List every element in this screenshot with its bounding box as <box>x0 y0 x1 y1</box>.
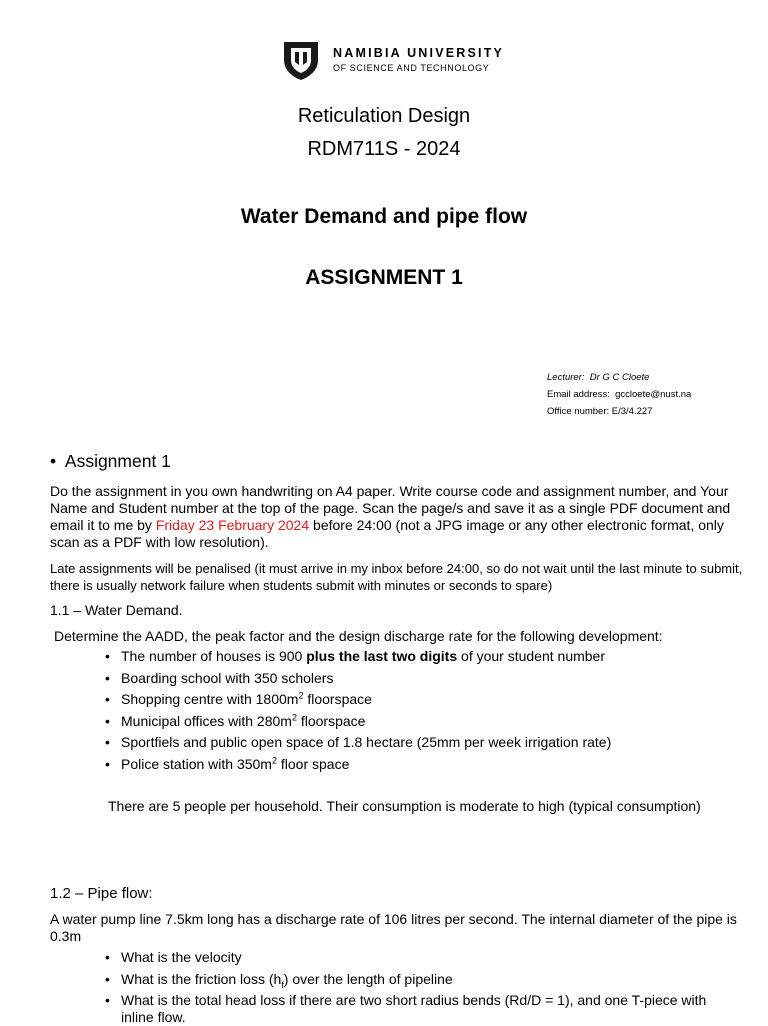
list-item: • What is the velocity <box>103 947 723 969</box>
logo-subtitle: OF SCIENCE AND TECHNOLOGY <box>333 62 490 73</box>
list-item <box>103 969 723 991</box>
lecturer-info <box>547 369 691 420</box>
list-item: • What is the total head loss if there are two short radius bends (Rd/D = 1), and one T-piece with inline flow. <box>103 992 723 1026</box>
q1-intro: Determine the AADD, the peak factor and the design discharge rate for the following development: <box>54 628 663 644</box>
q1-title: 1.1 – Water Demand. <box>50 602 183 618</box>
course-code: RDM711S - 2024 <box>307 138 461 160</box>
lecturer-name: Dr G C Cloete <box>589 372 650 383</box>
list-item-text: floorspace <box>296 712 366 729</box>
email-label: Email address: <box>547 389 610 400</box>
list-item-text: of your student number <box>457 648 606 664</box>
university-logo <box>281 38 504 82</box>
list-item-text: Police station with 350m <box>121 755 272 772</box>
list-item <box>103 754 611 776</box>
section-heading: • Assignment 1 <box>50 451 171 471</box>
q2-bullet-list <box>103 947 723 1026</box>
office-line <box>547 403 691 420</box>
logo-university-name: NAMIBIA UNIVERSITY <box>333 46 505 61</box>
lecturer-label: Lecturer: <box>547 372 585 383</box>
list-item: • Boarding school with 350 scholers <box>103 668 611 690</box>
office-number: E/3/4.227 <box>611 406 653 417</box>
office-label: Office number: <box>547 406 610 417</box>
list-item-text: What is the friction loss (h <box>121 970 282 987</box>
late-policy-paragraph: Late assignments will be penalised (it must arrive in my inbox before 24:00, so do not wait until the last minute to submit, there is usually network failure when students submit with minutes or seconds to spare) <box>50 561 743 593</box>
list-item-text: floorspace <box>303 691 372 707</box>
superscript: 2 <box>271 754 277 765</box>
emphasis-text: plus the last two digits <box>306 648 458 664</box>
list-item-text: floor space <box>276 755 350 772</box>
list-item <box>103 689 611 711</box>
q1-bullet-list <box>103 646 611 775</box>
course-name: Reticulation Design <box>297 105 471 127</box>
list-item <box>103 711 611 733</box>
list-item <box>103 646 611 668</box>
list-item-text: Municipal offices with 280m <box>121 712 292 729</box>
list-item: • Sportfiels and public open space of 1.8 hectare (25mm per week irrigation rate) <box>103 732 611 754</box>
list-item-text: Shopping centre with 1800m <box>121 691 299 707</box>
list-item-text: The number of houses is 900 <box>121 648 307 664</box>
assignment-title: ASSIGNMENT 1 <box>305 266 463 289</box>
superscript: 2 <box>298 690 304 701</box>
instructions-text-1: Do the assignment in you own handwriting on A4 paper. Write course code and assignment number, and Your Name and Student number at the top of the page. Scan the page/s and save it as a single PDF document and email it to me by <box>50 483 731 533</box>
q1-note: There are 5 people per household. Their consumption is moderate to high (typical consumption) <box>108 798 701 814</box>
shield-icon <box>281 38 321 82</box>
list-item-text: ) over the length of pipeline <box>283 970 453 987</box>
email-address: gccloete@nust.na <box>615 389 692 400</box>
section-heading-text: Assignment 1 <box>64 451 171 471</box>
lecturer-line <box>547 369 691 386</box>
q2-title: 1.2 – Pipe flow: <box>50 885 153 902</box>
instructions-text-2: before 24:00 (not a JPG image or any other electronic format, only scan as a PDF with low resolution). <box>50 517 724 550</box>
superscript: 2 <box>291 711 297 722</box>
email-line <box>547 386 691 403</box>
q2-intro: A water pump line 7.5km long has a discharge rate of 106 litres per second. The internal diameter of the pipe is 0.3m <box>50 911 737 944</box>
topic-title: Water Demand and pipe flow <box>240 205 528 228</box>
instructions-paragraph <box>50 483 750 551</box>
deadline-text: Friday 23 February 2024 <box>155 517 310 533</box>
subscript: f <box>281 979 284 990</box>
